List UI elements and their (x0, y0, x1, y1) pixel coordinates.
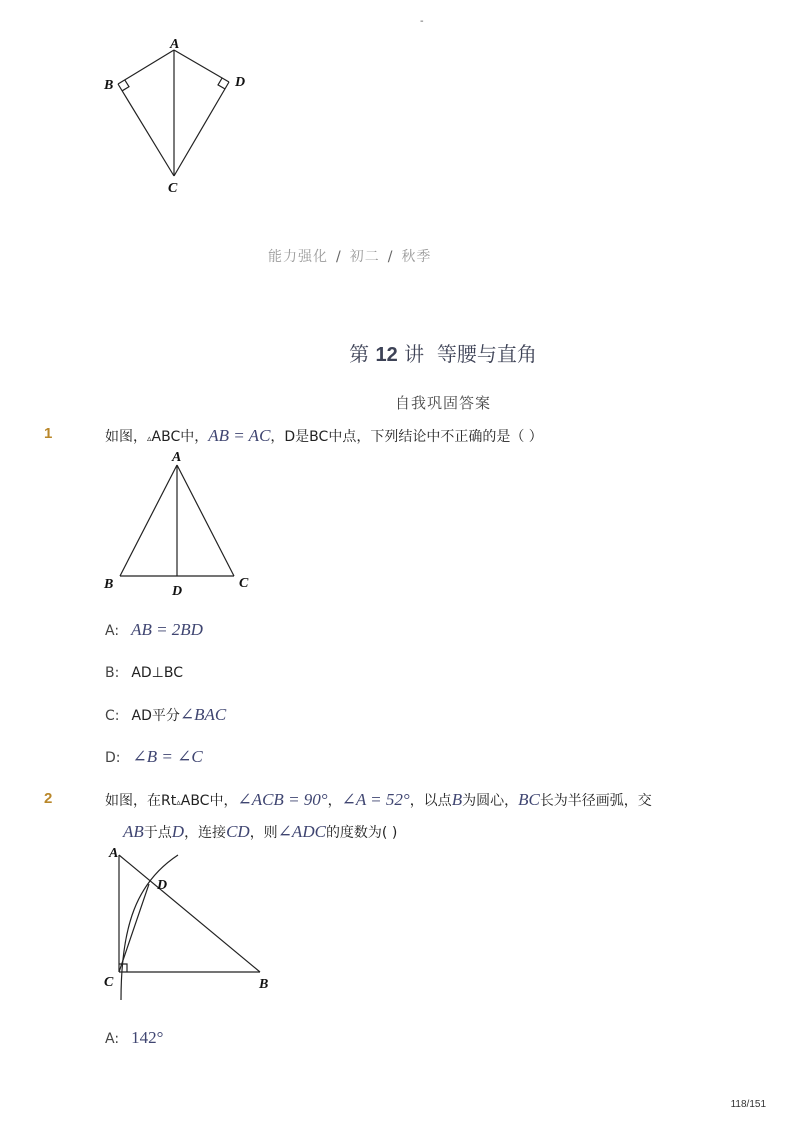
math-ab-eq-ac: AB = AC (208, 426, 271, 445)
option-b[interactable]: B: AD⊥BC (105, 665, 184, 681)
right-angle-mark-b (122, 80, 129, 91)
kite-edge-dc (174, 82, 229, 176)
triangle-label-a: A (172, 450, 182, 465)
right-triangle-label-b: B (259, 977, 269, 992)
kite-edge-ad (174, 50, 229, 82)
arc-center-b (121, 855, 178, 1000)
kite-edge-bc (118, 84, 174, 176)
lecture-name: 等腰与直角 (436, 342, 537, 366)
breadcrumb-part-1: 能力强化 (268, 249, 328, 265)
option-d[interactable]: D: ∠B = ∠C (105, 747, 203, 766)
figure-kite (95, 30, 265, 205)
question-number-1: 1 (44, 425, 53, 442)
question-1-text: 如图，▵ABC中，AB = AC，D是BC中点，下列结论中不正确的是（ ） (105, 426, 543, 445)
question-number-2: 2 (44, 790, 53, 807)
breadcrumb-part-3: 秋季 (401, 249, 432, 265)
triangle-label-d: D (172, 584, 183, 599)
header-dash: - (420, 16, 424, 27)
page-number: 118/151 (730, 1099, 766, 1110)
question-2-text-line-1: 如图，在Rt▵ABC中，∠ACB = 90°，∠A = 52°，以点B为圆心，BC长为半径画弧，交 (105, 790, 652, 809)
triangle-label-c: C (239, 576, 249, 591)
right-triangle-label-c: C (104, 975, 114, 990)
breadcrumb-part-2: 初二 (349, 249, 380, 265)
triangle-edge-ab (120, 465, 177, 576)
section-title: 自我巩固答案 (394, 394, 491, 412)
breadcrumb-separator: / (387, 249, 394, 265)
triangle-edge-ac (177, 465, 234, 576)
option-a[interactable]: A: 142° (105, 1028, 164, 1047)
right-triangle-label-a: A (109, 846, 119, 861)
kite-label-c: C (168, 181, 178, 196)
right-triangle-label-d: D (157, 878, 168, 893)
right-triangle-edge-ab (119, 855, 260, 972)
breadcrumb (268, 246, 431, 266)
question-2-text-line-2: AB于点D，连接CD，则∠ADC的度数为( ) (123, 822, 398, 841)
kite-label-b: B (104, 78, 114, 93)
lecture-title: 第 12 讲 等腰与直角 (349, 342, 537, 366)
breadcrumb-separator: / (336, 249, 342, 265)
figure-right-triangle (95, 840, 285, 1005)
kite-edge-ab (118, 50, 174, 84)
lecture-number: 12 (375, 344, 398, 366)
figure-isosceles-triangle (100, 445, 260, 600)
option-c[interactable]: C: AD平分∠BAC (105, 705, 227, 724)
kite-label-a: A (170, 37, 180, 52)
triangle-label-b: B (104, 577, 114, 592)
option-a[interactable]: A: AB = 2BD (105, 620, 203, 639)
kite-label-d: D (235, 75, 246, 90)
